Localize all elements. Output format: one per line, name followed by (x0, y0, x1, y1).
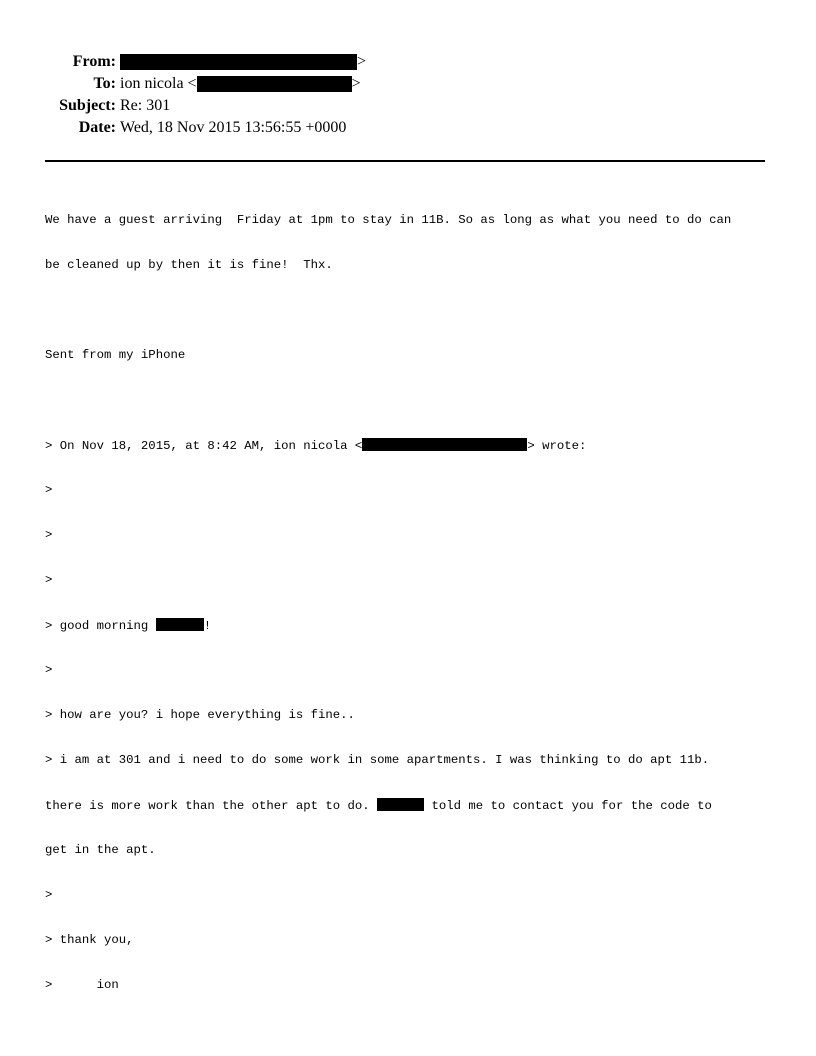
email-header (0, 51, 366, 139)
subject-value: Re: 301 (120, 97, 171, 114)
to-name: ion nicola < (120, 75, 197, 92)
body-line: be cleaned up by then it is fine! Thx. (45, 258, 333, 272)
greeting-end: ! (203, 619, 212, 633)
from-row (0, 51, 366, 73)
redaction-box (377, 798, 424, 811)
quote-line: > how are you? i hope everything is fine.. (45, 708, 355, 722)
quote-line (45, 798, 785, 813)
quote-line (45, 438, 785, 453)
quote-line: > (45, 888, 53, 902)
blank-line (45, 393, 785, 408)
quote-line: > i am at 301 and i need to do some work in some apartments. I was thinking to do apt 11b. (45, 753, 710, 767)
date-label: Date: (78, 119, 116, 136)
quote-line: get in the apt. (45, 843, 156, 857)
redaction-box (362, 438, 527, 451)
quote-intro-end: > wrote: (527, 439, 587, 453)
redaction-box (120, 54, 357, 70)
subject-row (0, 95, 366, 117)
to-suffix: > (351, 75, 361, 92)
header-divider (45, 160, 765, 162)
blank-line (45, 303, 785, 318)
quote-line: > (45, 528, 53, 542)
message-body (45, 183, 785, 1008)
quote-text: there is more work than the other apt to do. (45, 799, 378, 813)
from-suffix: > (357, 53, 367, 70)
quote-line: > ion (45, 978, 119, 992)
quote-text-end: told me to contact you for the code to (424, 799, 712, 813)
subject-label: Subject: (59, 97, 116, 114)
greeting: > good morning (45, 619, 156, 633)
redaction-box (197, 76, 352, 92)
quote-line (45, 618, 785, 633)
to-label: To: (93, 75, 116, 92)
date-value: Wed, 18 Nov 2015 13:56:55 +0000 (120, 119, 347, 136)
quote-line: > (45, 573, 53, 587)
redaction-box (156, 618, 204, 631)
from-label: From: (72, 53, 116, 70)
body-line: We have a guest arriving Friday at 1pm to stay in 11B. So as long as what you need to do can (45, 213, 732, 227)
to-value (120, 73, 361, 95)
quote-line: > thank you, (45, 933, 134, 947)
to-row (0, 73, 366, 95)
date-row (0, 117, 366, 139)
from-value (120, 51, 366, 73)
quote-intro: > On Nov 18, 2015, at 8:42 AM, ion nicola < (45, 439, 363, 453)
body-line: Sent from my iPhone (45, 348, 186, 362)
quote-line: > (45, 483, 53, 497)
quote-line: > (45, 663, 53, 677)
